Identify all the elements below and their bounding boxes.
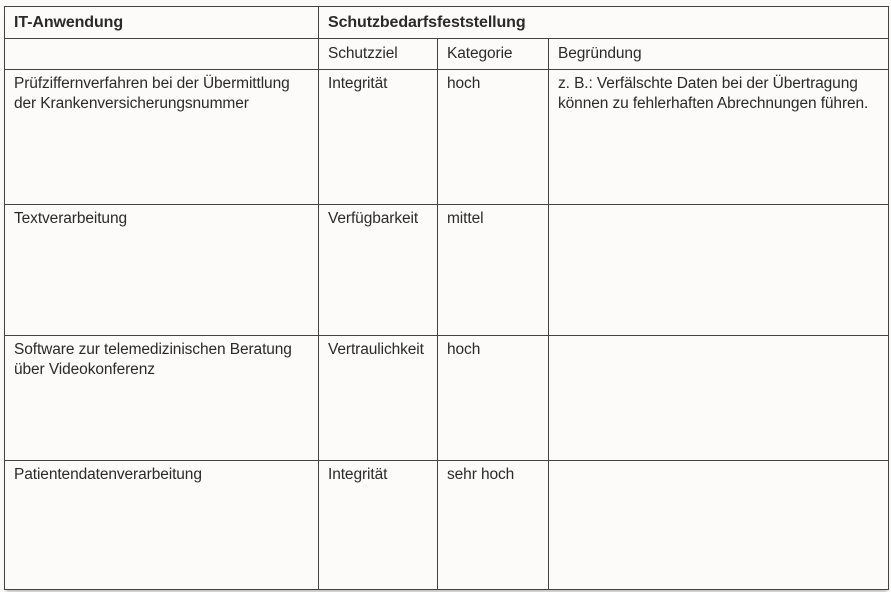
header-schutzziel: Schutzziel <box>319 38 438 69</box>
header-schutzbedarfsfeststellung: Schutzbedarfsfeststellung <box>319 7 889 39</box>
schutzbedarf-table <box>4 6 889 590</box>
cell-begruendung <box>549 460 889 589</box>
cell-kategorie: hoch <box>438 69 549 204</box>
cell-kategorie: mittel <box>438 204 549 335</box>
table-row <box>5 69 889 204</box>
cell-it-anwendung: Software zur telemedizinischen Beratung über Videokonferenz <box>5 335 319 460</box>
cell-kategorie: sehr hoch <box>438 460 549 589</box>
header-begruendung: Begründung <box>549 38 889 69</box>
header-kategorie: Kategorie <box>438 38 549 69</box>
cell-schutzziel: Verfügbarkeit <box>319 204 438 335</box>
cell-schutzziel: Integrität <box>319 69 438 204</box>
header-empty-cell <box>5 38 319 69</box>
table-row <box>5 335 889 460</box>
cell-it-anwendung: Textverarbeitung <box>5 204 319 335</box>
table-row <box>5 204 889 335</box>
header-it-anwendung: IT-Anwendung <box>5 7 319 39</box>
cell-begruendung: z. B.: Verfälschte Daten bei der Übertragung können zu fehlerhaften Abrechnungen führen. <box>549 69 889 204</box>
header-row-sub <box>5 38 889 69</box>
table-row <box>5 460 889 589</box>
cell-kategorie: hoch <box>438 335 549 460</box>
cell-schutzziel: Vertraulichkeit <box>319 335 438 460</box>
cell-begruendung <box>549 204 889 335</box>
cell-schutzziel: Integrität <box>319 460 438 589</box>
cell-begruendung <box>549 335 889 460</box>
cell-it-anwendung: Prüfziffernverfahren bei der Übermittlung der Krankenversicherungsnummer <box>5 69 319 204</box>
header-row-main <box>5 7 889 39</box>
cell-it-anwendung: Patientendatenverarbeitung <box>5 460 319 589</box>
